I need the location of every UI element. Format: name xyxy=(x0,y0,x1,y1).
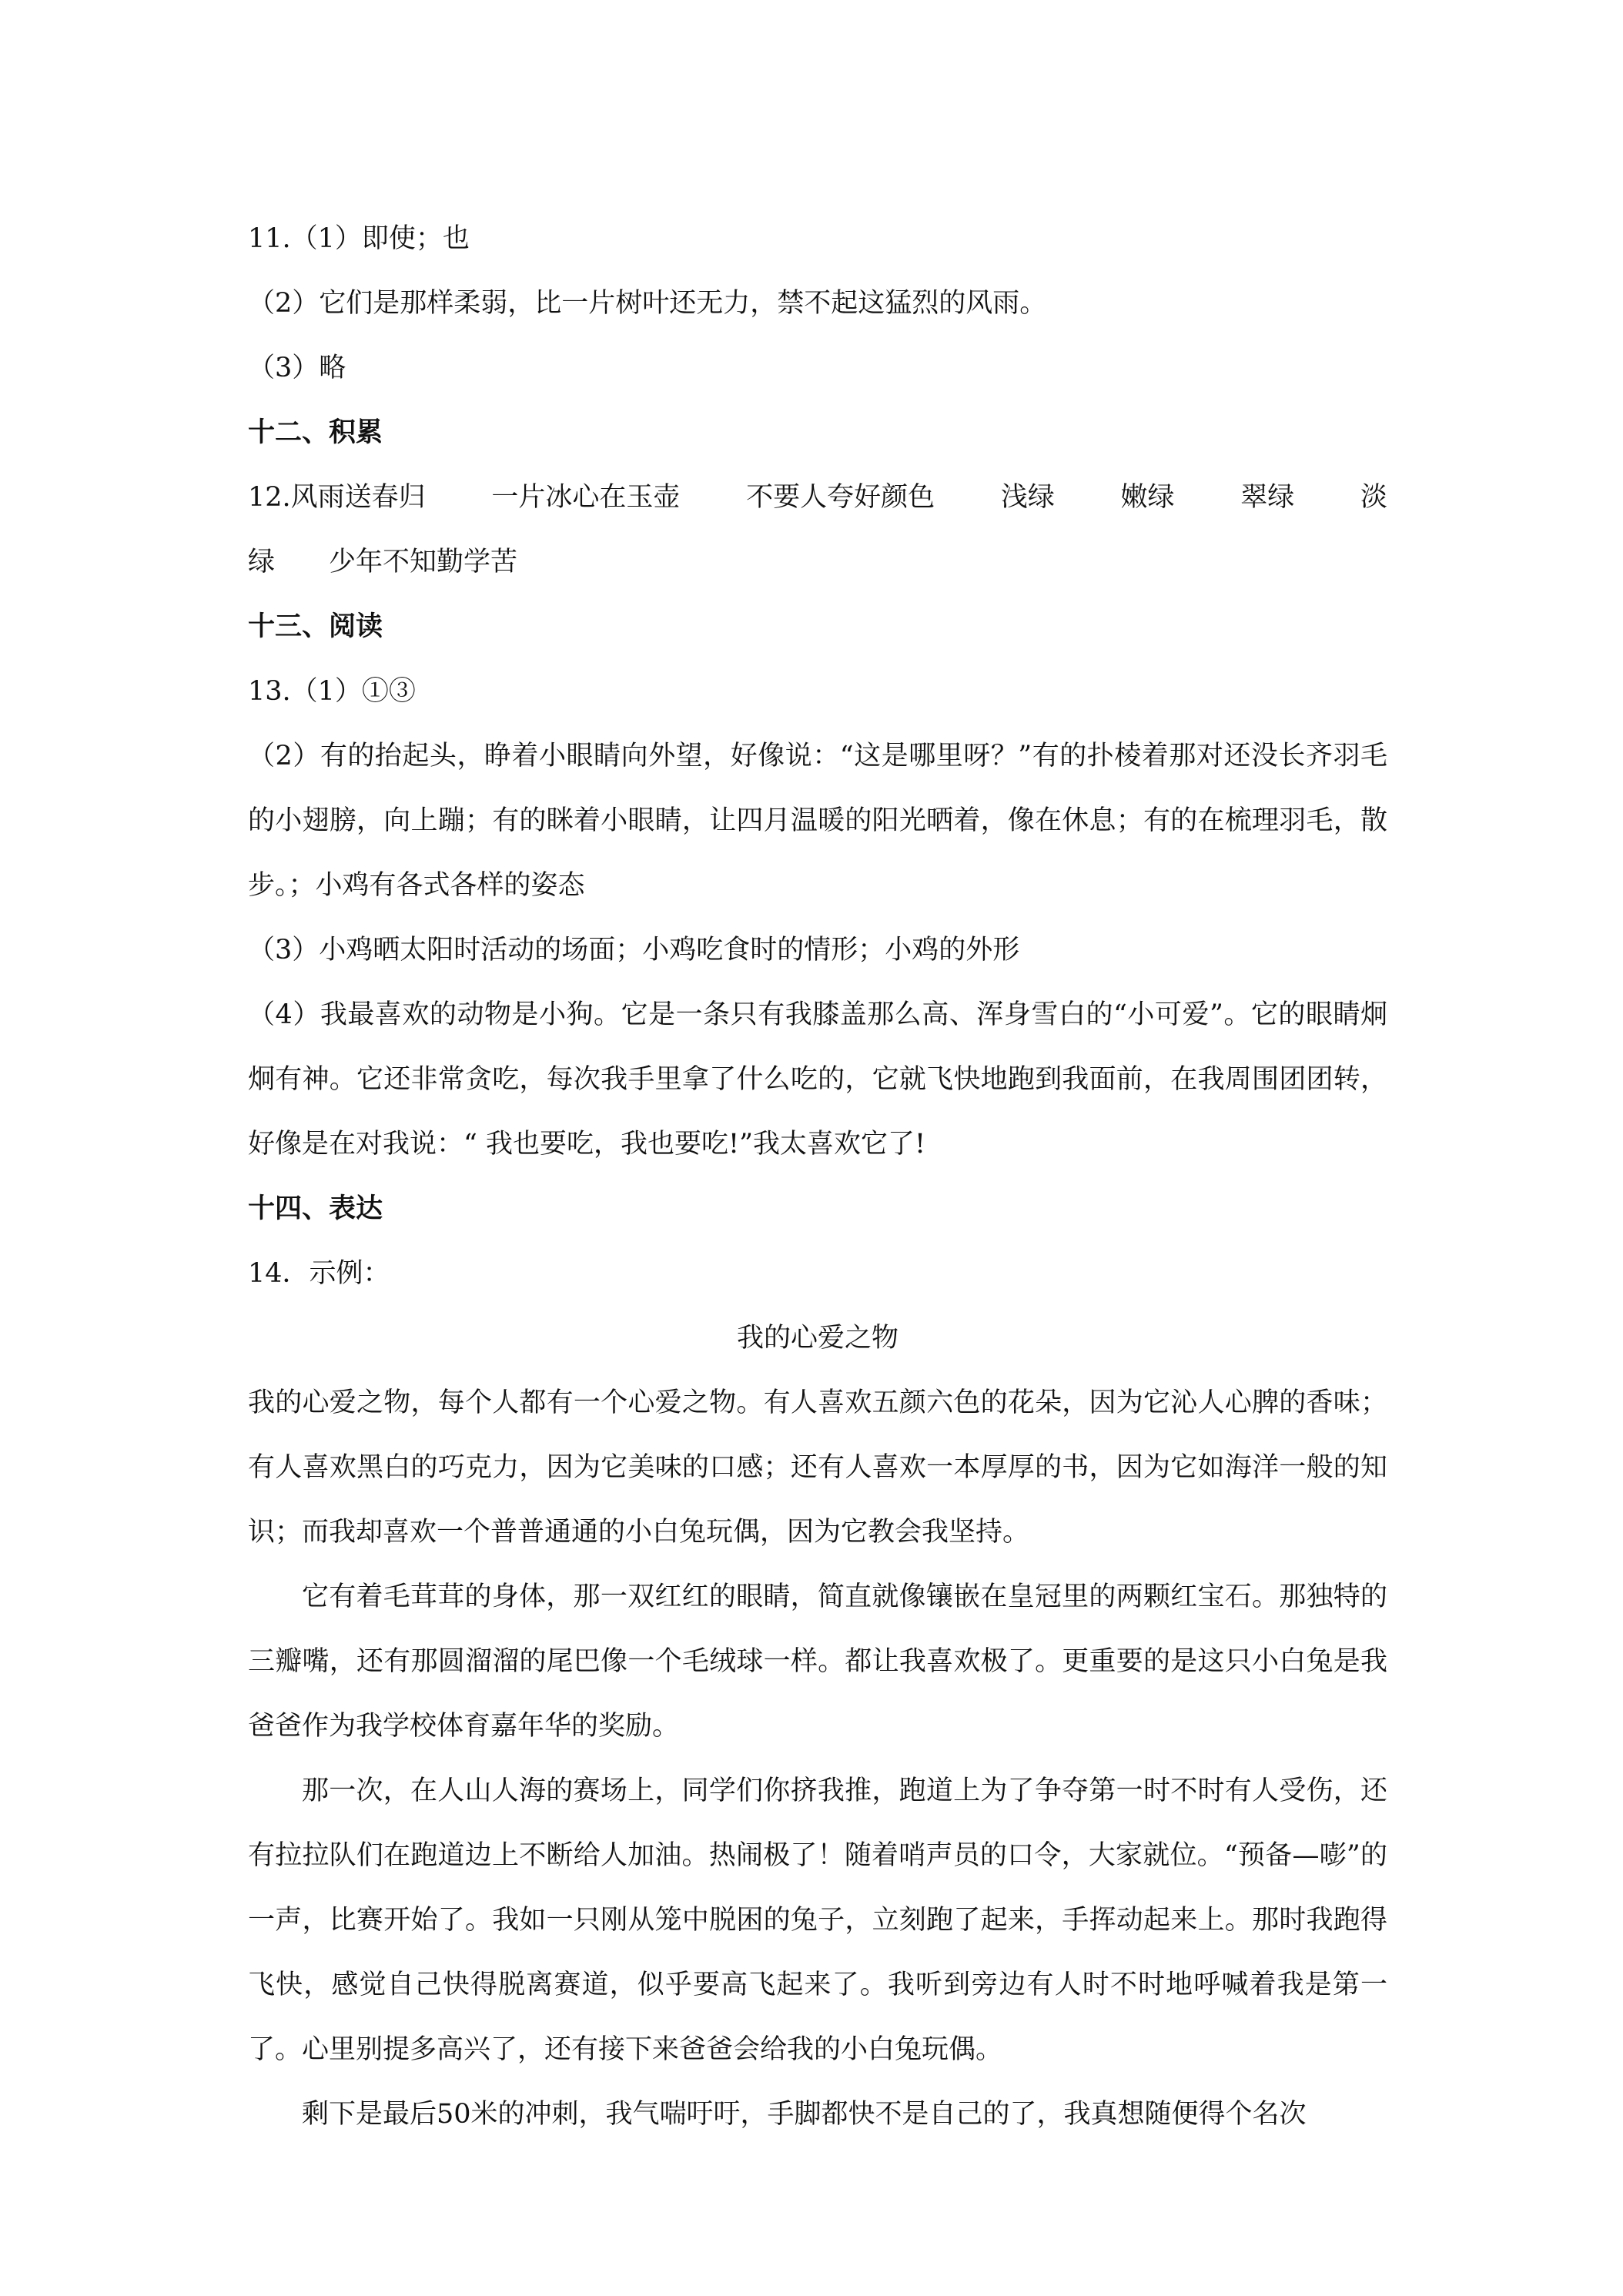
q12-item: 一片冰心在玉壶 xyxy=(491,482,681,513)
q12-item: 淡 xyxy=(1360,482,1387,513)
q13-part3: （3）小鸡晒太阳时活动的场面；小鸡吃食时的情形；小鸡的外形 xyxy=(248,935,1020,966)
essay-title: 我的心爱之物 xyxy=(736,1323,899,1354)
q12-item: 嫩绿 xyxy=(1120,482,1175,513)
q12-item: 不要人夸好颜色 xyxy=(746,482,935,513)
q12-line1 xyxy=(248,465,1387,530)
q13-part4: （4）我最喜欢的动物是小狗。它是一条只有我膝盖那么高、浑身雪白的“小可爱”。它的眼睛炯炯有神。它还非常贪吃，每次我手里拿了什么吃的，它就飞快地跑到我面前，在我周围团团转，好像是在对我说：“ 我也要吃，我也要吃!”我太喜欢它了! xyxy=(248,999,1387,1160)
section-heading-14: 十四、表达 xyxy=(248,1193,383,1224)
page-content xyxy=(248,206,1387,2147)
q12-item: 12.风雨送春归 xyxy=(248,482,426,513)
essay-paragraph-3: 那一次，在人山人海的赛场上，同学们你挤我推，跑道上为了争夺第一时不时有人受伤，还有拉拉队们在跑道边上不断给人加油。热闹极了！随着哨声员的口令，大家就位。“预备—嘭”的一声，比赛开始了。我如一只刚从笼中脱困的兔子，立刻跑了起来，手挥动起来上。那时我跑得飞快，感觉自己快得脱离赛道，似乎要高飞起来了。我听到旁边有人时不时地呼喊着我是第一了。心里别提多高兴了，还有接下来爸爸会给我的小白兔玩偶。 xyxy=(248,1776,1387,2065)
q13-part2: （2）有的抬起头，睁着小眼睛向外望，好像说：“这是哪里呀？”有的扑棱着那对还没长齐羽毛的小翅膀，向上蹦；有的眯着小眼睛，让四月温暖的阳光晒着，像在休息；有的在梳理羽毛，散步。；小鸡有各式各样的姿态 xyxy=(248,741,1387,901)
q13-part1: 13.（1）①③ xyxy=(248,676,416,707)
q11-part2: （2）它们是那样柔弱，比一片树叶还无力，禁不起这猛烈的风雨。 xyxy=(248,288,1047,319)
q14-intro: 14．示例： xyxy=(248,1258,390,1289)
q11-part1: 11.（1）即使；也 xyxy=(248,223,470,254)
essay-paragraph-4: 剩下是最后50米的冲刺，我气喘吁吁，手脚都快不是自己的了，我真想随便得个名次 xyxy=(302,2099,1307,2130)
q12-item: 浅绿 xyxy=(1000,482,1055,513)
section-heading-13: 十三、阅读 xyxy=(248,611,383,642)
essay-paragraph-1: 我的心爱之物，每个人都有一个心爱之物。有人喜欢五颜六色的花朵，因为它沁人心脾的香味；有人喜欢黑白的巧克力，因为它美味的口感；还有人喜欢一本厚厚的书，因为它如海洋一般的知识；而我却喜欢一个普普通通的小白兔玩偶，因为它教会我坚持。 xyxy=(248,1387,1387,1548)
q12-item: 翠绿 xyxy=(1240,482,1295,513)
section-heading-12: 十二、积累 xyxy=(248,417,383,448)
q12-line2: 绿 少年不知勤学苦 xyxy=(248,547,518,577)
essay-paragraph-2: 它有着毛茸茸的身体，那一双红红的眼睛，简直就像镶嵌在皇冠里的两颗红宝石。那独特的三瓣嘴，还有那圆溜溜的尾巴像一个毛绒球一样。都让我喜欢极了。更重要的是这只小白兔是我爸爸作为我学校体育嘉年华的奖励。 xyxy=(248,1581,1387,1742)
q11-part3: （3）略 xyxy=(248,353,346,383)
